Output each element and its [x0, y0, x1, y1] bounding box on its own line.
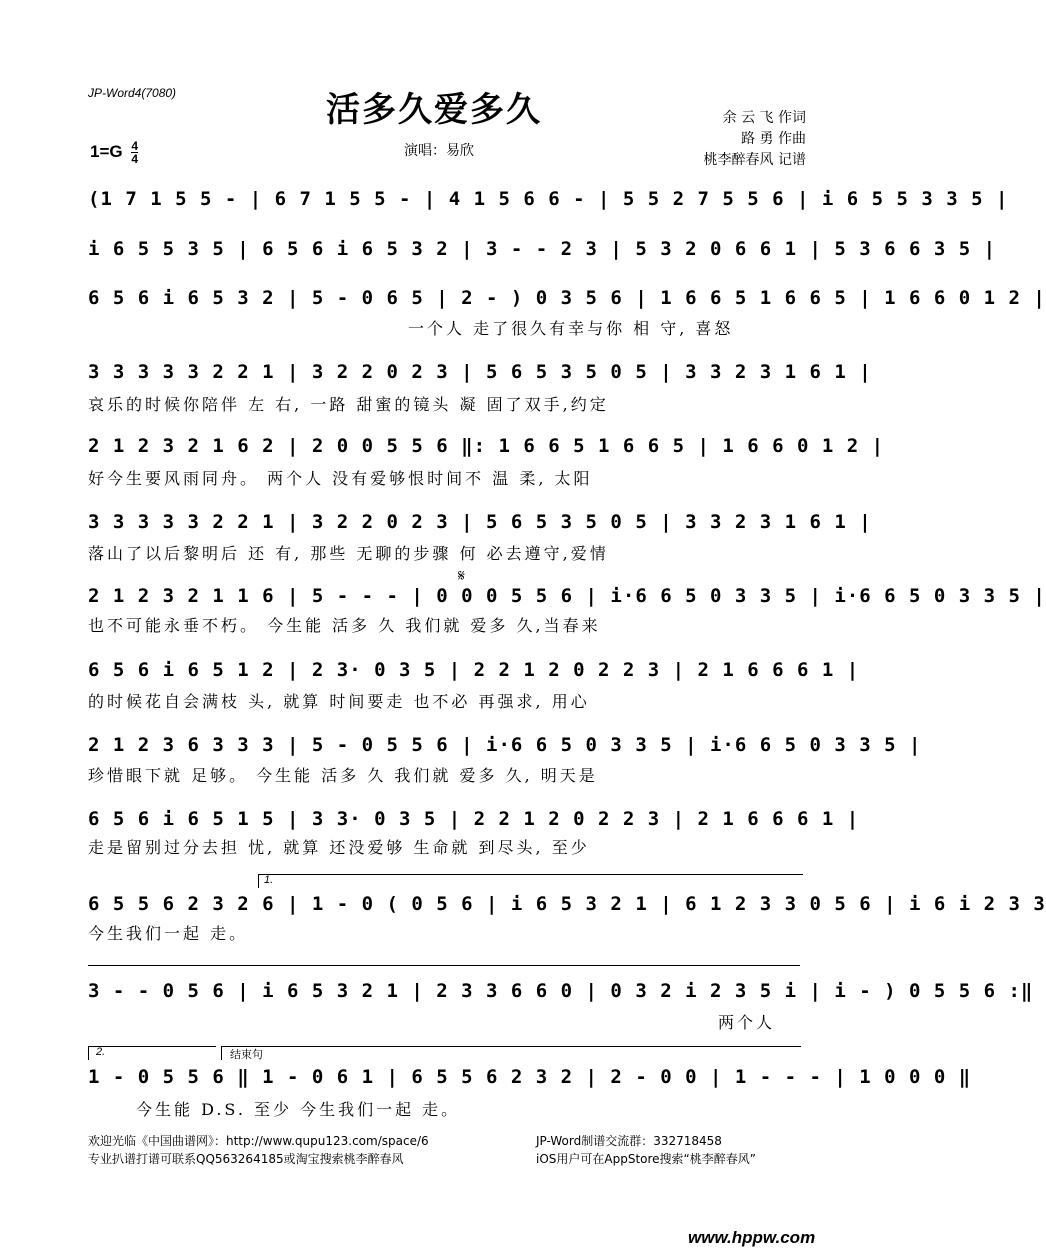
- song-title: 活多久爱多久: [326, 90, 542, 130]
- lyric-row-6: 落山了以后黎明后 还 有, 那些 无聊的步骤 何 必去遵守,爱情: [88, 544, 609, 563]
- lyricist-credit: 余 云 飞 作词: [722, 110, 806, 126]
- score-row-12: 3 - - 0 5 6 | i 6 5 3 2 1 | 2 3 3 6 6 0 | 0 3 2 i 2 3 5 i | i - ) 0 5 5 6 :‖: [88, 980, 1034, 1002]
- software-label: JP-Word4(7080): [88, 86, 177, 100]
- time-numerator: 4: [131, 139, 139, 153]
- key-signature: [90, 140, 138, 165]
- segno-sign: 𝄋: [458, 566, 465, 585]
- lyric-row-4: 哀乐的时候你陪伴 左 右, 一路 甜蜜的镜头 凝 固了双手,约定: [88, 395, 609, 414]
- lyric-row-9: 珍惜眼下就 足够。 今生能 活多 久 我们就 爱多 久, 明天是: [88, 766, 598, 785]
- footer-website-text: 欢迎光临《中国曲谱网》：http://www.qupu123.com/space/6: [88, 1134, 429, 1148]
- credits: [704, 108, 806, 171]
- volta-1-bracket-continued: [88, 965, 800, 966]
- time-denominator: 4: [131, 152, 139, 166]
- volta-2-edge: [88, 1046, 89, 1060]
- lyric-row-12: 两个人: [718, 1013, 776, 1032]
- key-label: 1=G: [90, 141, 123, 161]
- lyric-row-7: 也不可能永垂不朽。 今生能 活多 久 我们就 爱多 久,当春来: [88, 616, 601, 635]
- time-signature: [131, 140, 138, 165]
- ending-label: 结束句: [230, 1049, 263, 1061]
- lyric-row-5: 好今生要风雨同舟。 两个人 没有爱够恨时间不 温 柔, 太阳: [88, 469, 593, 488]
- volta-1-label: 1.: [264, 874, 274, 886]
- score-row-8: 6 5 6 i 6 5 1 2 | 2 3· 0 3 5 | 2 2 1 2 0 2 2 3 | 2 1 6 6 6 1 |: [88, 659, 860, 681]
- footer-ios-text: iOS用户可在AppStore搜索“桃李醉春风”: [536, 1152, 756, 1166]
- score-row-7: 2 1 2 3 2 1 1 6 | 5 - - - | 0 0 0 5 5 6 | i·6 6 5 0 3 3 5 | i·6 6 5 0 3 3 5 |: [88, 585, 1046, 607]
- score-row-13: 1 - 0 5 5 6 ‖ 1 - 0 6 1 | 6 5 5 6 2 3 2 | 2 - 0 0 | 1 - - - | 1 0 0 0 ‖: [88, 1066, 972, 1088]
- footer-left: [88, 1132, 429, 1168]
- volta-1-bracket: [258, 874, 803, 875]
- volta-1-edge: [258, 874, 259, 888]
- composer-credit: 路 勇 作曲: [741, 131, 806, 147]
- lyric-row-10: 走是留别过分去担 忧, 就算 还没爱够 生命就 到尽头, 至少: [88, 838, 590, 857]
- score-row-1: (1 7 1 5 5 - | 6 7 1 5 5 - | 4 1 5 6 6 - | 5 5 2 7 5 5 6 | i 6 5 5 3 3 5 |: [88, 188, 1009, 210]
- score-row-9: 2 1 2 3 6 3 3 3 | 5 - 0 5 5 6 | i·6 6 5 0 3 3 5 | i·6 6 5 0 3 3 5 |: [88, 734, 922, 756]
- volta-2-bracket: [88, 1046, 216, 1047]
- ending-bracket: [221, 1046, 801, 1047]
- score-row-11: 6 5 5 6 2 3 2 6 | 1 - 0 ( 0 5 6 | i 6 5 3 2 1 | 6 1 2 3 3 0 5 6 | i 6 i 2 3 3: [88, 893, 1046, 915]
- footer-right: [536, 1132, 756, 1168]
- score-row-5: 2 1 2 3 2 1 6 2 | 2 0 0 5 5 6 ‖: 1 6 6 5 1 6 6 5 | 1 6 6 0 1 2 |: [88, 435, 885, 457]
- score-row-10: 6 5 6 i 6 5 1 5 | 3 3· 0 3 5 | 2 2 1 2 0 2 2 3 | 2 1 6 6 6 1 |: [88, 808, 860, 830]
- volta-2-label: 2.: [96, 1046, 106, 1058]
- transcriber-credit: 桃李醉春风 记谱: [703, 152, 806, 168]
- lyric-row-13: 今生能 D.S. 至少 今生我们一起 走。: [136, 1100, 461, 1119]
- watermark-site: www.hppw.com: [688, 1228, 816, 1247]
- score-row-3: 6 5 6 i 6 5 3 2 | 5 - 0 6 5 | 2 - ) 0 3 5 6 | 1 6 6 5 1 6 6 5 | 1 6 6 0 1 2 |: [88, 287, 1046, 309]
- score-row-2: i 6 5 5 3 5 | 6 5 6 i 6 5 3 2 | 3 - - 2 3 | 5 3 2 0 6 6 1 | 5 3 6 6 3 5 |: [88, 238, 997, 260]
- ending-edge: [221, 1046, 222, 1060]
- lyric-row-8: 的时候花自会满枝 头, 就算 时间要走 也不必 再强求, 用心: [88, 692, 590, 711]
- footer-contact-text: 专业扒谱打谱可联系QQ563264185或淘宝搜索桃李醉春风: [88, 1152, 404, 1166]
- lyric-row-3: 一个人 走了很久有幸与你 相 守, 喜怒: [408, 319, 734, 338]
- singer-label: 演唱：易欣: [404, 143, 474, 159]
- footer-group-text: JP-Word制谱交流群：332718458: [536, 1134, 722, 1148]
- score-row-6: 3 3 3 3 3 2 2 1 | 3 2 2 0 2 3 | 5 6 5 3 5 0 5 | 3 3 2 3 1 6 1 |: [88, 511, 872, 533]
- score-row-4: 3 3 3 3 3 2 2 1 | 3 2 2 0 2 3 | 5 6 5 3 5 0 5 | 3 3 2 3 1 6 1 |: [88, 361, 872, 383]
- lyric-row-11: 今生我们一起 走。: [88, 924, 249, 943]
